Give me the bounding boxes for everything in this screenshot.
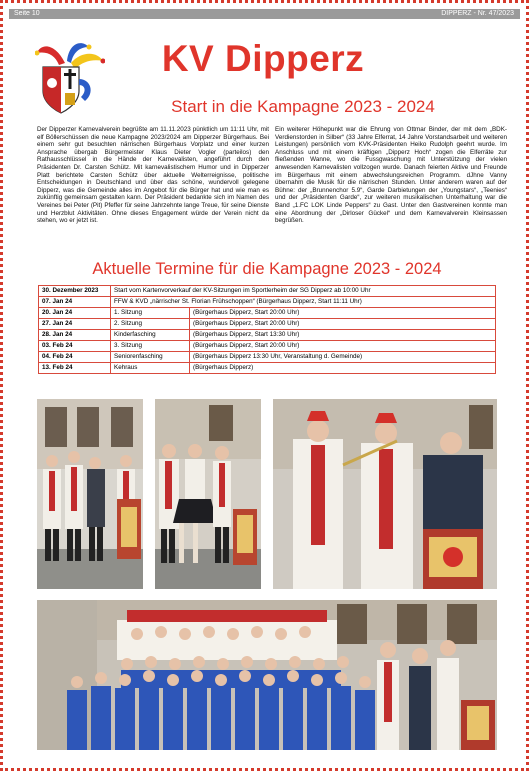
event-name: Kinderfasching bbox=[111, 330, 190, 341]
table-row bbox=[39, 352, 496, 363]
table-row bbox=[39, 363, 496, 374]
table-row bbox=[39, 319, 496, 330]
event-name: 3. Sitzung bbox=[111, 341, 190, 352]
photo-children-group bbox=[37, 600, 497, 750]
table-row bbox=[39, 308, 496, 319]
event-name: Kehraus bbox=[111, 363, 190, 374]
page-number: Seite 10 bbox=[14, 10, 40, 17]
event-name: 2. Sitzung bbox=[111, 319, 190, 330]
article-text-left: Der Dipperzer Karnevalverein begrüßte am 11.11.2023 pünktlich um 11:11 Uhr, mit elf Böllerschüssen die neue Kampagne 2023/2024 am Dipperzer Bürgerhaus. Bei einem sehr gut besuchten närrischen Bürgerhaus Vorplatz und einer kurzen Ansprache übergab Bürgermeister Klaus Dieter Vogler (parteilos) den Rathausschlüssel in die Hände der Karnevalisten, angeführt durch den Präsidenten Dr. Carsten Schütz. Mit karnevalistischem Humor und in Dipperzer Platt berichtete Carsten Schütz über aktuelle Welterreignisse, politische Entscheidungen in Deutschland und über das schöne, wundervoll gelegene Dipperz, was die Gemeinde alles im Angebot für die Bürger hat und wie man es zukünftig gemeinsam gestalten kann. Der Präsident bedankte sich im Namen des Vereines bei Peter (Pit) Pfeffer für seine Jahrzehnte lange Treue, für seine Dienste und Herzblut Aktivitäten. Ohne dieses Engagement würde der Verein nicht da stehen, wo er jetzt ist. bbox=[37, 126, 269, 225]
event-detail: (Bürgerhaus Dipperz, Start 20:00 Uhr) bbox=[190, 319, 496, 330]
event-date: 27. Jan 24 bbox=[39, 319, 111, 330]
page-header-bar bbox=[9, 9, 520, 19]
event-detail: (Bürgerhaus Dipperz, Start 20:00 Uhr) bbox=[190, 341, 496, 352]
events-heading: Aktuelle Termine für die Kampagne 2023 - 2024 bbox=[92, 260, 442, 278]
event-name: Start vom Kartenvorverkauf der KV-Sitzungen im Sportlerheim der SG Dipperz ab 10:00 Uhr bbox=[111, 286, 496, 297]
event-detail: (Bürgerhaus Dipperz) bbox=[190, 363, 496, 374]
event-date: 07. Jan 24 bbox=[39, 297, 111, 308]
article-subtitle: Start in die Kampagne 2023 - 2024 bbox=[171, 97, 435, 116]
event-detail: (Bürgerhaus Dipperz, Start 20:00 Uhr) bbox=[190, 308, 496, 319]
event-date: 03. Feb 24 bbox=[39, 341, 111, 352]
article-text-right: Ein weiterer Höhepunkt war die Ehrung von Ottmar Binder, der mit dem „BDK-Verdienstorden in Silber“ (33 Jahre Elferrat, 14 Jahre Vorstandsarbeit und weiteren Leistungen) persönlich vom KVK-Präsidenten Heiko Rudolph geehrt wurde. Im Anschluss und mit einem kräftigen „Dipperz Hoch“ zogen die Elferräte zur fließenden Wanne, wo die Fussgwaschung mit Unterstützung der vielen anwesenden Karnevalisten vollzogen wurde. Danach feierten Aktive und Freunde im Bürgerhaus mit einem abwechslungsreichen Programm. dJhne Vanny übernahm die Musik für die närrischen Stunden. Unter anderem waren auf der Bühne: der „Brunnenchor 5.9“, Garde Darbietungen der „Youngstars“, „Teenies“ und der „Präsidenten Garde“, zur weiteren musikalischen Unterhaltung war die Band „1.FC LOK Linde Peppers“ zu Gast. Unter den Gastvereinen konnte man eine Abordnung der „Dirloser Gückel“ und dem Karnevalverein Kleinsassen begrüßen. bbox=[275, 126, 507, 225]
table-row bbox=[39, 286, 496, 297]
event-name: FFW & KVD „närrischer St. Florian Frühschoppen“ (Bürgerhaus Dipperz, Start 11:11 Uhr) bbox=[111, 297, 496, 308]
club-crest-logo bbox=[35, 39, 105, 117]
article-title: KV Dipperz bbox=[161, 38, 365, 79]
photo-award-speech bbox=[273, 399, 497, 589]
event-detail: (Bürgerhaus Dipperz, Start 13:30 Uhr) bbox=[190, 330, 496, 341]
table-row bbox=[39, 341, 496, 352]
event-name: Seniorenfasching bbox=[111, 352, 190, 363]
photo-guard-dancer bbox=[155, 399, 261, 589]
event-name: 1. Sitzung bbox=[111, 308, 190, 319]
photo-group-outside bbox=[37, 399, 143, 589]
event-date: 04. Feb 24 bbox=[39, 352, 111, 363]
events-table bbox=[38, 285, 496, 374]
table-row bbox=[39, 330, 496, 341]
issue-label: DIPPERZ - Nr. 47/2023 bbox=[441, 10, 514, 17]
table-row bbox=[39, 297, 496, 308]
event-date: 13. Feb 24 bbox=[39, 363, 111, 374]
event-date: 20. Jan 24 bbox=[39, 308, 111, 319]
event-date: 30. Dezember 2023 bbox=[39, 286, 111, 297]
event-date: 28. Jan 24 bbox=[39, 330, 111, 341]
event-detail: (Bürgerhaus Dipperz 13:30 Uhr, Veranstaltung d. Gemeinde) bbox=[190, 352, 496, 363]
